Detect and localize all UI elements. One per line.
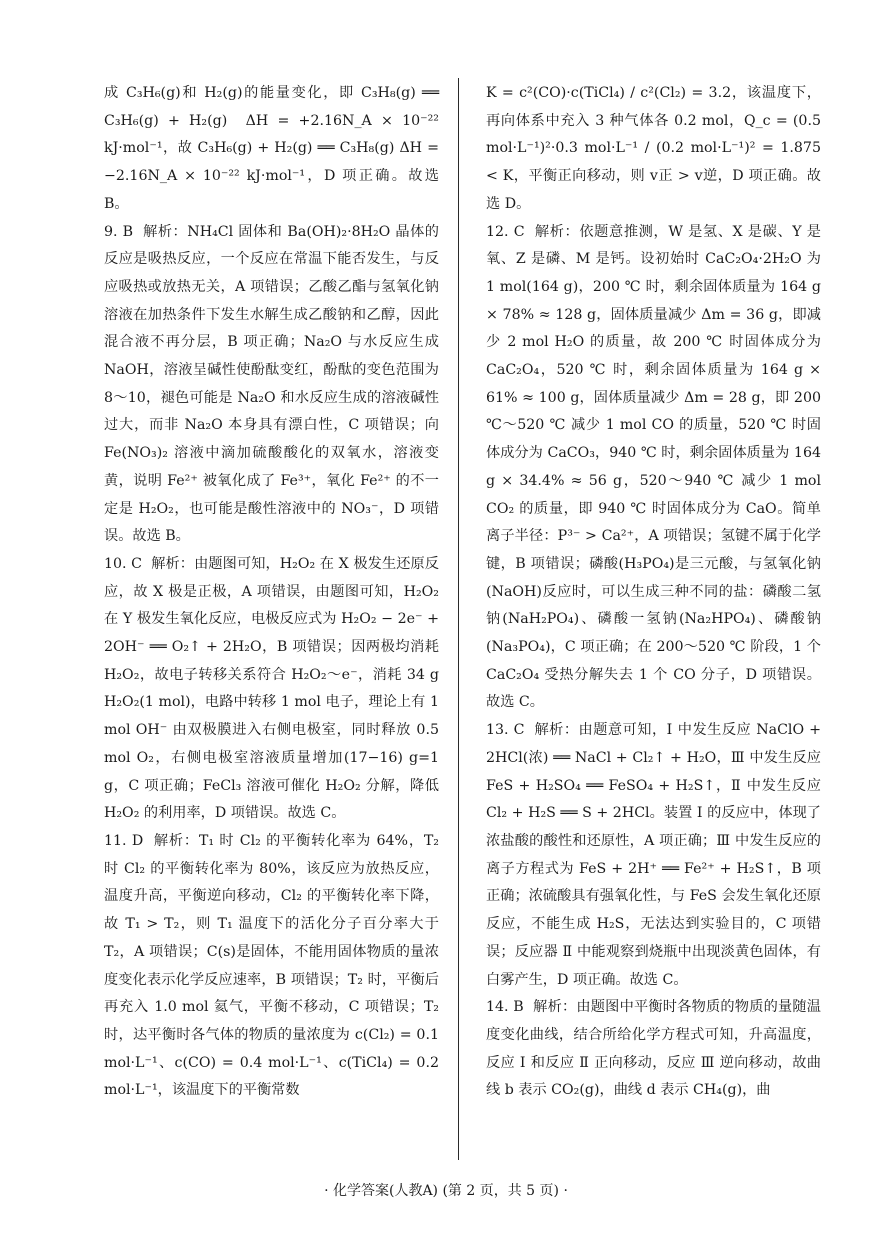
answer-13: 13. C 解析：由题意可知，Ⅰ 中发生反应 NaClO + 2HCl(浓) ══ NaCl + Cl₂↑ + H₂O，Ⅲ 中发生反应 FeS + H₂SO₄ ══ FeSO₄ + H₂S↑，Ⅱ 中发生反应 Cl₂ + H₂S ══ S + 2HCl。装置 Ⅰ 的反应中，体现了浓盐酸的酸性和还原性，A 项正确；Ⅲ 中发生反应的离子方程式为 FeS + 2H⁺ ══ Fe²⁺ + H₂S↑，B 项正确；浓硫酸具有强氧化性，与 FeS 会发生氧化还原反应，不能生成 H₂S，无法达到实验目的，C 项错误；反应器 Ⅱ 中能观察到烧瓶中出现淡黄色固体，有白雾产生，D 项正确。故选 C。 <box>486 722 826 988</box>
page-footer: · 化学答案(人教A) (第 2 页，共 5 页) · <box>324 1183 568 1199</box>
right-column <box>486 80 826 1105</box>
answer-9: 9. B 解析：NH₄Cl 固体和 Ba(OH)₂·8H₂O 晶体的反应是吸热反应，一个反应在常温下能否发生，与反应吸热或放热无关，A 项错误；乙酸乙酯与氢氧化钠溶液在加热条件下发生水解生成乙酸钠和乙醇，因此混合液不再分层，B 项正确；Na₂O 与水反应生成 NaOH，溶液呈碱性使酚酞变红，酚酞的变色范围为 8～10，褪色可能是 Na₂O 和水反应生成的溶液碱性过大，而非 Na₂O 本身具有漂白性，C 项错误；向 Fe(NO₃)₂ 溶液中滴加硫酸酸化的双氧水，溶液变黄，说明 Fe²⁺ 被氧化成了 Fe³⁺，氧化 Fe²⁺ 的不一定是 H₂O₂，也可能是酸性溶液中的 NO₃⁻，D 项错误。故选 B。 <box>104 223 444 545</box>
answer-8-continued: 成 C₃H₆(g)和 H₂(g)的能量变化，即 C₃H₈(g) ══ C₃H₆(g) + H₂(g) ΔH = +2.16N_A × 10⁻²² kJ·mol⁻¹，故 C₃H₆(g) + H₂(g) ══ C₃H₈(g) ΔH = −2.16N_A × 10⁻²² kJ·mol⁻¹，D 项正确。故选 B。 <box>104 85 444 212</box>
answer-12: 12. C 解析：依题意推测，W 是氢、X 是碳、Y 是氧、Z 是磷、M 是钙。设初始时 CaC₂O₄·2H₂O 为 1 mol(164 g)，200 ℃ 时，剩余固体质量为 164 g × 78% ≈ 128 g，固体质量减少 Δm = 36 g，即减少 2 mol H₂O 的质量，故 200 ℃ 时固体成分为 CaC₂O₄，520 ℃ 时，剩余固体质量为 164 g × 61% ≈ 100 g，固体质量减少 Δm = 28 g，即 200 ℃～520 ℃ 减少 1 mol CO 的质量，520 ℃ 时固体成分为 CaCO₃，940 ℃ 时，剩余固体质量为 164 g × 34.4% ≈ 56 g，520～940 ℃ 减少 1 mol CO₂ 的质量，即 940 ℃ 时固体成分为 CaO。简单离子半径：P³⁻ > Ca²⁺，A 项错误；氢键不属于化学键，B 项错误；磷酸(H₃PO₄)是三元酸，与氢氧化钠(NaOH)反应时，可以生成三种不同的盐：磷酸二氢钠(NaH₂PO₄)、磷酸一氢钠(Na₂HPO₄)、磷酸钠(Na₃PO₄)，C 项正确；在 200～520 ℃ 阶段，1 个 CaC₂O₄ 受热分解失去 1 个 CO 分子，D 项错误。故选 C。 <box>486 223 826 711</box>
answer-11: 11. D 解析：T₁ 时 Cl₂ 的平衡转化率为 64%，T₂ 时 Cl₂ 的平衡转化率为 80%，该反应为放热反应，温度升高，平衡逆向移动，Cl₂ 的平衡转化率下降，故 T₁ > T₂，则 T₁ 温度下的活化分子百分率大于 T₂，A 项错误；C(s)是固体，不能用固体物质的量浓度变化表示化学反应速率，B 项错误；T₂ 时，平衡后再充入 1.0 mol 氦气，平衡不移动，C 项错误；T₂ 时，达平衡时各气体的物质的量浓度为 c(Cl₂) = 0.1 mol·L⁻¹、c(CO) = 0.4 mol·L⁻¹、c(TiCl₄) = 0.2 mol·L⁻¹，该温度下的平衡常数 <box>104 832 444 1099</box>
answer-10: 10. C 解析：由题图可知，H₂O₂ 在 X 极发生还原反应，故 X 极是正极，A 项错误，由题图可知，H₂O₂ 在 Y 极发生氧化反应，电极反应式为 H₂O₂ − 2e⁻ + 2OH⁻ ══ O₂↑ + 2H₂O，B 项错误；因两极均消耗 H₂O₂，故电子转移关系符合 H₂O₂～e⁻，消耗 34 g H₂O₂(1 mol)，电路中转移 1 mol 电子，理论上有 1 mol OH⁻ 由双极膜进入右侧电极室，同时释放 0.5 mol O₂，右侧电极室溶液质量增加(17−16) g=1 g，C 项正确；FeCl₃ 溶液可催化 H₂O₂ 分解，降低 H₂O₂ 的利用率，D 项错误。故选 C。 <box>104 555 444 822</box>
column-divider <box>458 78 459 1160</box>
left-column <box>104 80 444 1105</box>
answer-14: 14. B 解析：由题图中平衡时各物质的物质的量随温度变化曲线，结合所给化学方程式可知，升高温度，反应 Ⅰ 和反应 Ⅱ 正向移动，反应 Ⅲ 逆向移动，故曲线 b 表示 CO₂(g)，曲线 d 表示 CH₄(g)，曲 <box>486 999 821 1099</box>
answer-11-continued: K = c²(CO)·c(TiCl₄) / c²(Cl₂) = 3.2，该温度下，再向体系中充入 3 种气体各 0.2 mol，Q_c = (0.5 mol·L⁻¹)²·0.3 mol·L⁻¹ / (0.2 mol·L⁻¹)² = 1.875 < K，平衡正向移动，则 v正 > v逆，D 项正确。故选 D。 <box>486 85 826 212</box>
